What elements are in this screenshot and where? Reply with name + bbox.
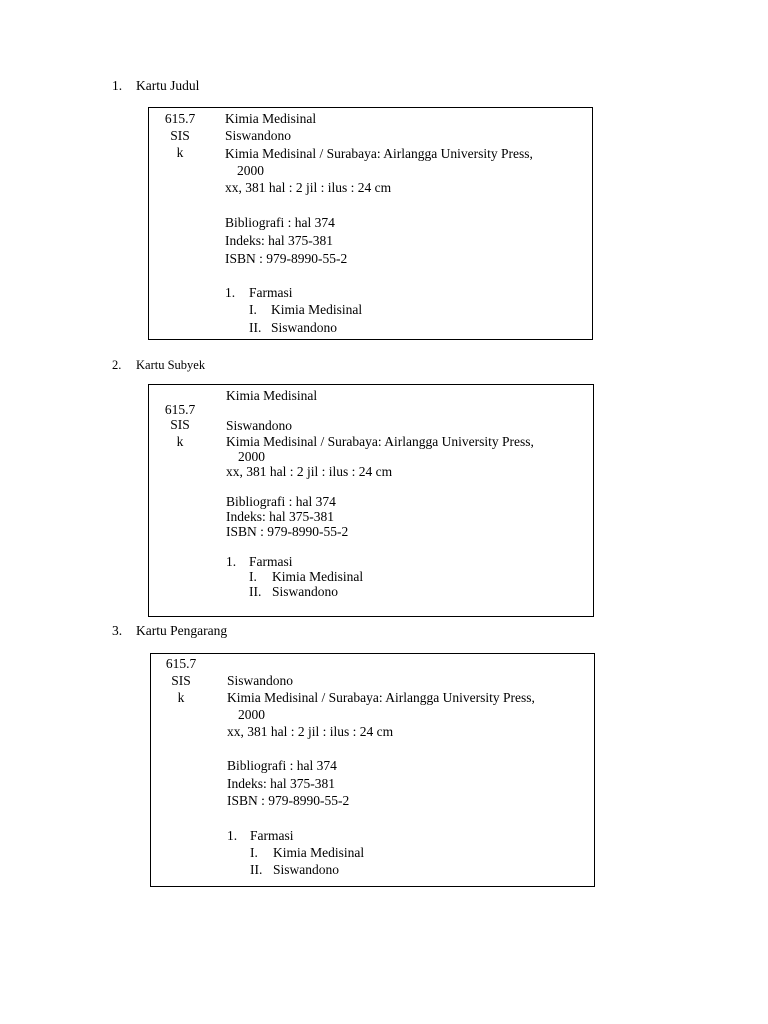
call-number-class: 615.7 <box>164 111 196 126</box>
added-entry-numeral: II. <box>249 320 262 335</box>
call-number-author: SIS <box>170 128 190 143</box>
card-2-heading: Kartu Subyek <box>136 358 206 372</box>
index-note: Indeks: hal 375-381 <box>226 509 334 524</box>
title-statement: Kimia Medisinal / Surabaya: Airlangga University Press, <box>227 690 535 705</box>
publication-year: 2000 <box>238 449 265 464</box>
added-entry-numeral: I. <box>249 569 257 584</box>
subject-number: 1. <box>225 285 236 300</box>
bibliography-note: Bibliografi : hal 374 <box>226 494 336 509</box>
catalog-card-subject <box>148 384 594 617</box>
card-1-number: 1. <box>112 78 123 93</box>
subject: Farmasi <box>249 285 293 300</box>
author: Siswandono <box>226 418 293 433</box>
author: Siswandono <box>225 128 292 143</box>
isbn: ISBN : 979-8990-55-2 <box>225 251 348 266</box>
author: Siswandono <box>227 673 294 688</box>
added-entry-text: Siswandono <box>273 862 340 877</box>
publication-year: 2000 <box>237 163 264 178</box>
collation: xx, 381 hal : 2 jil : ilus : 24 cm <box>225 180 392 195</box>
subject-number: 1. <box>226 554 237 569</box>
isbn: ISBN : 979-8990-55-2 <box>227 793 350 808</box>
title-statement: Kimia Medisinal / Surabaya: Airlangga University Press, <box>225 146 533 161</box>
collation: xx, 381 hal : 2 jil : ilus : 24 cm <box>226 464 393 479</box>
entry-title: Kimia Medisinal <box>225 111 317 126</box>
catalog-card-author <box>150 653 595 887</box>
call-number-title: k <box>176 434 184 449</box>
subject-number: 1. <box>227 828 238 843</box>
added-entry-numeral: I. <box>250 845 258 860</box>
subject: Farmasi <box>250 828 294 843</box>
added-entry-numeral: II. <box>249 584 262 599</box>
call-number-title: k <box>176 145 184 160</box>
publication-year: 2000 <box>238 707 265 722</box>
added-entry-text: Kimia Medisinal <box>273 845 365 860</box>
index-note: Indeks: hal 375-381 <box>225 233 333 248</box>
card-1-heading: Kartu Judul <box>136 78 200 93</box>
added-entry-text: Siswandono <box>272 584 339 599</box>
subject: Farmasi <box>249 554 293 569</box>
call-number-class: 615.7 <box>164 402 196 417</box>
card-3-heading: Kartu Pengarang <box>136 623 228 638</box>
call-number-class: 615.7 <box>165 656 197 671</box>
catalog-card-title <box>148 107 593 340</box>
card-3-number: 3. <box>112 623 123 638</box>
collation: xx, 381 hal : 2 jil : ilus : 24 cm <box>227 724 394 739</box>
added-entry-numeral: I. <box>249 302 257 317</box>
isbn: ISBN : 979-8990-55-2 <box>226 524 349 539</box>
index-note: Indeks: hal 375-381 <box>227 776 335 791</box>
subject-heading: Kimia Medisinal <box>226 388 318 403</box>
added-entry-text: Kimia Medisinal <box>271 302 363 317</box>
title-statement: Kimia Medisinal / Surabaya: Airlangga University Press, <box>226 434 534 449</box>
added-entry-text: Siswandono <box>271 320 338 335</box>
added-entry-text: Kimia Medisinal <box>272 569 364 584</box>
bibliography-note: Bibliografi : hal 374 <box>227 758 337 773</box>
card-2-number: 2. <box>112 358 122 372</box>
call-number-author: SIS <box>170 417 190 432</box>
call-number-author: SIS <box>171 673 191 688</box>
call-number-title: k <box>177 690 185 705</box>
added-entry-numeral: II. <box>250 862 263 877</box>
bibliography-note: Bibliografi : hal 374 <box>225 215 335 230</box>
